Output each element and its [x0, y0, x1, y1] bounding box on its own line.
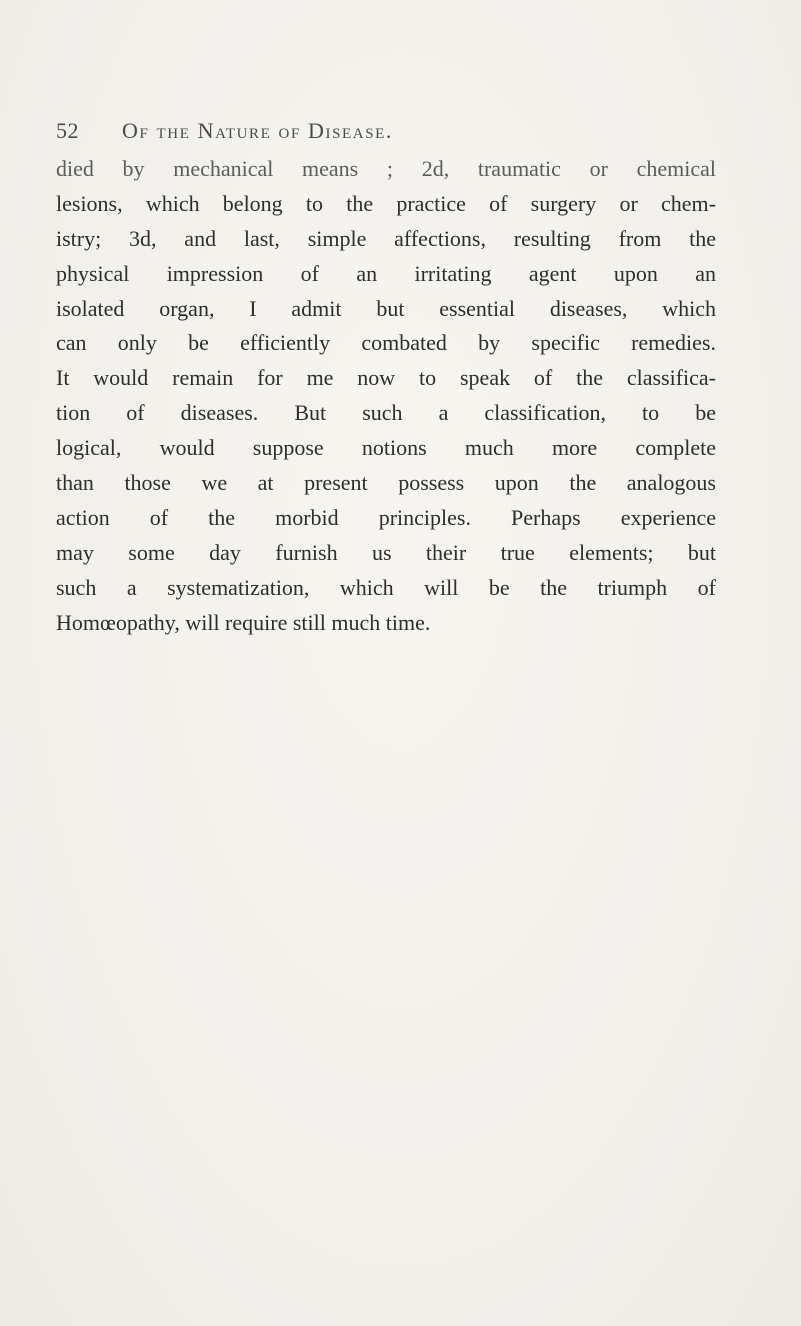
text-line: tion of diseases. But such a classification, to be [56, 400, 716, 426]
page-header [56, 118, 756, 144]
text-line: than those we at present possess upon the analogous [56, 470, 716, 496]
text-line: such a systematization, which will be the triumph of [56, 574, 716, 600]
text-line: isolated organ, I admit but essential diseases, which [56, 295, 716, 321]
text-line: istry; 3d, and last, simple affections, resulting from the [56, 225, 716, 251]
text-line: may some day furnish us their true elements; but [56, 539, 716, 565]
running-title: Of the Nature of Disease. [122, 118, 394, 143]
text-line: Homœopathy, will require still much time. [56, 609, 431, 635]
text-line: logical, would suppose notions much more complete [56, 435, 716, 461]
text-line: can only be efficiently combated by specific remedies. [56, 330, 716, 356]
text-line: died by mechanical means ; 2d, traumatic or chemical [56, 156, 716, 181]
body-paragraph [56, 152, 716, 640]
text-line: action of the morbid principles. Perhaps experience [56, 504, 716, 530]
page-number: 52 [56, 118, 79, 143]
text-line: physical impression of an irritating agent upon an [56, 260, 716, 286]
text-line: It would remain for me now to speak of the classifica- [56, 365, 716, 391]
text-line: lesions, which belong to the practice of surgery or chem- [56, 190, 716, 216]
